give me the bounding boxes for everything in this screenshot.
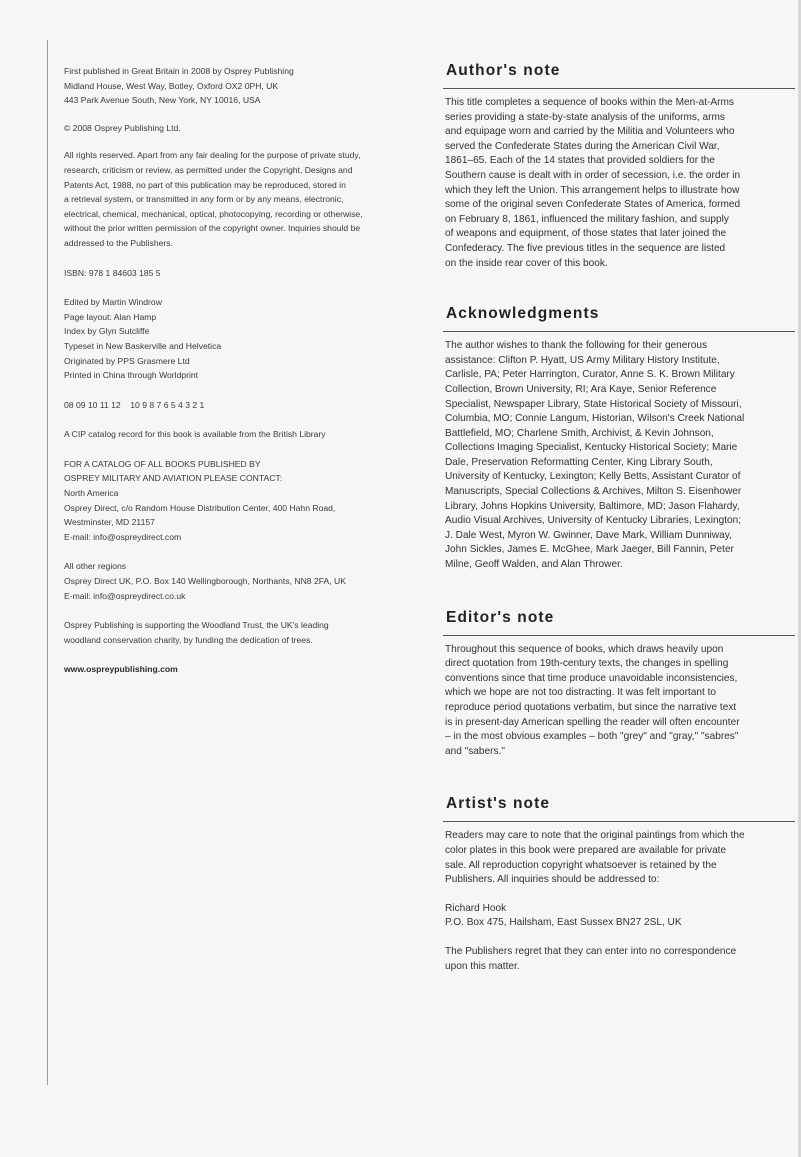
credit-line: Edited by Martin Windrow	[64, 297, 162, 308]
acknowledgments-heading: Acknowledgments	[443, 305, 795, 332]
page-gutter-line	[47, 40, 48, 1085]
text-line: conventions since that time produce unavoidable inconsistencies,	[445, 672, 738, 684]
text-line: Milne, Geoff Walden, and Alan Thrower.	[445, 559, 623, 571]
rights-line: addressed to the Publishers.	[64, 237, 173, 248]
text-line: on the inside rear cover of this book.	[445, 257, 608, 269]
text-line: Columbia, MO; Connie Langum, Historian, Wilson's Creek National	[445, 413, 745, 425]
authors-note-heading: Author's note	[443, 62, 795, 89]
artists-note-heading: Artist's note	[443, 795, 795, 822]
text-line: Confederacy. The five previous titles in the sequence are listed	[445, 242, 726, 254]
editors-note-heading: Editor's note	[443, 609, 795, 636]
rights-line: a retrieval system, or transmitted in any form or by any means, electronic,	[64, 194, 344, 205]
text-line: University of Kentucky, Lexington; Kelly Betts, Assistant Curator of	[445, 471, 741, 483]
text-line: sale. All reproduction copyright whatsoever is retained by the	[445, 859, 717, 871]
text-line: J. Dale West, Myron W. Gwinner, Dave Mark, William Dunniway,	[445, 529, 732, 541]
text-line: Collection, Brown University, RI; Ara Kaye, Senior Reference	[445, 383, 717, 395]
address-line: P.O. Box 475, Hailsham, East Sussex BN27 2SL, UK	[445, 917, 682, 929]
text-line: Throughout this sequence of books, which draws heavily upon	[445, 643, 724, 655]
credit-line: Index by Glyn Sutcliffe	[64, 326, 150, 337]
catalog-line: Westminster, MD 21157	[64, 517, 155, 528]
credit-line: Page layout: Alan Hamp	[64, 311, 157, 322]
text-line: which they left the Union. This arrangement helps to illustrate how	[445, 184, 740, 196]
other-regions-line: All other regions	[64, 561, 127, 572]
text-line: Readers may care to note that the original paintings from which the	[445, 830, 745, 842]
woodland-line: woodland conservation charity, by funding the dedication of trees.	[64, 634, 313, 645]
text-line: Carlisle, PA; Peter Harrington, Curator, Anne S. K. Brown Military	[445, 369, 735, 381]
text-line: and "sabers."	[445, 745, 505, 757]
rights-line: All rights reserved. Apart from any fair dealing for the purpose of private study,	[64, 150, 361, 161]
text-line: This title completes a sequence of books within the Men-at-Arms	[445, 97, 734, 108]
text-line: series providing a state-by-state analysis of the uniforms, arms	[445, 111, 725, 123]
text-line: and equipage worn and carried by the Militia and Volunteers who	[445, 126, 735, 138]
imprint-line: 443 Park Avenue South, New York, NY 10016, USA	[64, 95, 261, 106]
authors-note-body	[443, 89, 795, 271]
text-line: reproduce period quotations verbatim, but since the narrative text	[445, 702, 737, 713]
catalog-line: North America	[64, 488, 119, 499]
catalog-email: E-mail: info@ospreydirect.com	[64, 531, 182, 542]
editors-note-section	[443, 609, 795, 760]
text-line: The author wishes to thank the following for their generous	[445, 340, 708, 352]
imprint-line: Midland House, West Way, Botley, Oxford OX2 0PH, UK	[64, 80, 279, 91]
rights-line: without the prior written permission of the copyright owner. Inquiries should be	[64, 223, 361, 234]
text-line: Battlefield, MO; Charlene Smith, Archivist, & Kevin Johnson,	[445, 427, 714, 439]
catalog-line: Osprey Direct, c/o Random House Distribution Center, 400 Hahn Road,	[64, 502, 336, 513]
text-line: upon this matter.	[445, 960, 520, 972]
text-line: direct quotation from 19th-century texts, the changes in spelling	[445, 658, 729, 670]
isbn: ISBN: 978 1 84603 185 5	[64, 267, 161, 278]
artists-note-body	[443, 822, 795, 974]
text-line: of weapons and equipment, of those states that later joined the	[445, 228, 727, 240]
rights-line: electrical, chemical, mechanical, optical, photocopying, recording or otherwise,	[64, 208, 363, 219]
imprint-line: First published in Great Britain in 2008 by Osprey Publishing	[64, 66, 294, 76]
text-line: which we hope are not too distracting. It was felt important to	[445, 687, 716, 699]
credit-line: Printed in China through Worldprint	[64, 370, 199, 381]
text-line: color plates in this book were prepared are available for private	[445, 844, 727, 856]
credit-line: Typeset in New Baskerville and Helvetica	[64, 340, 222, 351]
text-line: some of the original seven Confederate States of America, formed	[445, 199, 741, 211]
text-line: Specialist, Newspaper Library, State Historical Society of Missouri,	[445, 398, 742, 410]
text-line: Publishers. All inquiries should be addressed to:	[445, 874, 660, 886]
other-regions-email: E-mail: info@ospreydirect.co.uk	[64, 590, 186, 601]
acknowledgments-body	[443, 332, 795, 573]
authors-note-section	[443, 62, 795, 271]
text-line: served the Confederate States during the American Civil War,	[445, 140, 720, 152]
artists-note-section	[443, 795, 795, 974]
text-line: Southern cause is dealt with in order of secession, i.e. the order in	[445, 169, 741, 181]
catalog-line: OSPREY MILITARY AND AVIATION PLEASE CONTACT:	[64, 473, 283, 484]
text-line: is in present-day American spelling the reader will often encounter	[445, 716, 740, 728]
text-line: – in the most obvious examples – both "grey" and "gray," "sabres"	[445, 731, 739, 743]
text-line: assistance: Clifton P. Hyatt, US Army Military History Institute,	[445, 354, 720, 366]
text-line: Dale, Preservation Reformatting Center, King Library South,	[445, 456, 713, 468]
website-url: www.ospreypublishing.com	[64, 664, 178, 675]
text-line: on February 8, 1861, influenced the military fashion, and supply	[445, 213, 729, 225]
text-line: The Publishers regret that they can enter into no correspondence	[445, 945, 737, 957]
acknowledgments-section	[443, 305, 795, 573]
print-line: 08 09 10 11 12 10 9 8 7 6 5 4 3 2 1	[64, 399, 205, 410]
text-line: Audio Visual Archives, University of Kentucky Libraries, Lexington;	[445, 515, 742, 527]
cip-record: A CIP catalog record for this book is available from the British Library	[64, 429, 326, 440]
text-line: Manuscripts, Special Collections & Archives, Milton S. Eisenhower	[445, 486, 742, 498]
copyright-notice: © 2008 Osprey Publishing Ltd.	[64, 122, 181, 133]
rights-line: Patents Act, 1988, no part of this publication may be reproduced, stored in	[64, 179, 346, 190]
notes-column	[443, 62, 795, 974]
credit-line: Originated by PPS Grasmere Ltd	[64, 355, 190, 366]
rights-line: research, criticism or review, as permitted under the Copyright, Designs and	[64, 164, 353, 175]
catalog-line: FOR A CATALOG OF ALL BOOKS PUBLISHED BY	[64, 458, 261, 469]
text-line: John Sickles, James E. McGhee, Mark Jaeger, Bill Fannin, Peter	[445, 544, 734, 556]
copyright-column	[64, 64, 414, 677]
text-line: Library, Johns Hopkins University, Baltimore, MD; Jason Flahardy,	[445, 500, 740, 512]
address-line: Richard Hook	[445, 902, 507, 914]
text-line: 1861–65. Each of the 14 states that provided soldiers for the	[445, 155, 715, 167]
editors-note-body	[443, 636, 795, 760]
woodland-line: Osprey Publishing is supporting the Woodland Trust, the UK's leading	[64, 620, 329, 631]
text-line: Collections Imaging Specialist, Kentucky Historical Society; Marie	[445, 442, 738, 454]
other-regions-line: Osprey Direct UK, P.O. Box 140 Wellingborough, Northants, NN8 2FA, UK	[64, 576, 346, 587]
